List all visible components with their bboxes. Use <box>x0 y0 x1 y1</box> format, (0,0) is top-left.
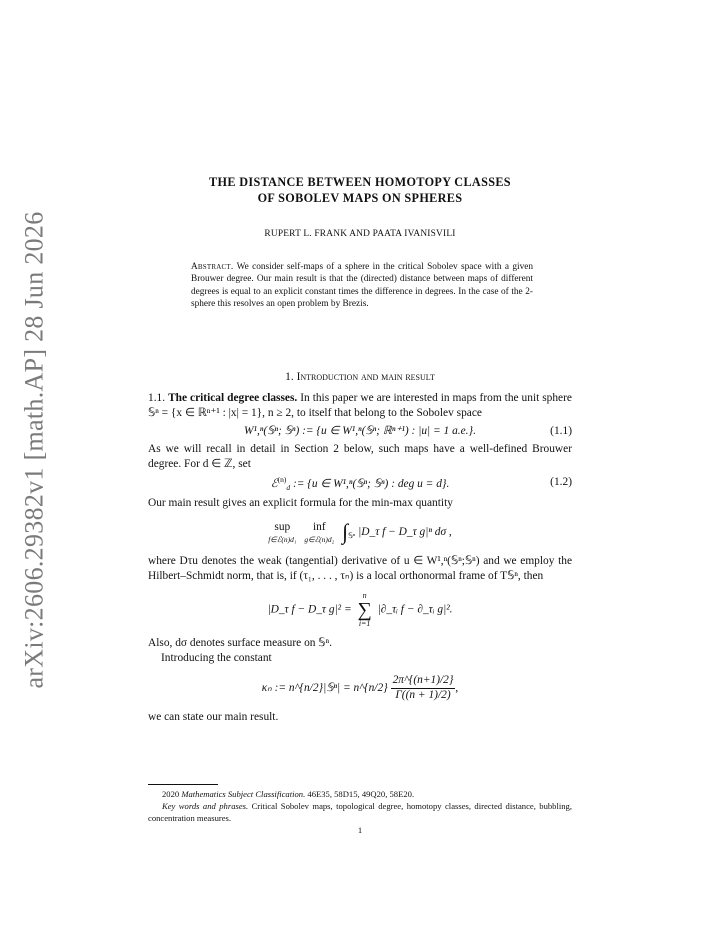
paragraph-1 <box>148 391 572 421</box>
equation-1-2-lhs: ℰ <box>270 478 278 491</box>
kappa-denominator: Γ((n + 1)/2) <box>395 688 451 701</box>
minmax-integrand: |D_τ f − D_τ g|ⁿ dσ , <box>358 526 452 539</box>
abstract-label: Abstract. <box>191 262 234 272</box>
sup-subscript: f∈ℰ(n)d₁ <box>268 534 297 544</box>
kappa-tail: , <box>455 681 459 694</box>
subsection-title: The critical degree classes. <box>168 392 298 404</box>
equation-1-2-body: := {u ∈ W¹,ⁿ(𝕊ⁿ; 𝕊ⁿ) : deg u = d}. <box>292 478 450 491</box>
hs-rhs: |∂_τᵢ f − ∂_τᵢ g|². <box>377 603 453 616</box>
paragraph-3: Our main result gives an explicit formula for the min-max quantity <box>148 497 453 510</box>
sum-lower: i=1 <box>358 618 371 628</box>
paragraph-2: As we will recall in detail in Section 2 below, such maps have a well-defined Brouwer degree. For d ∈ ℤ, set <box>148 443 572 471</box>
hs-lhs: |D_τ f − D_τ g|² = <box>267 603 352 616</box>
arxiv-stamp: arXiv:2606.29382v1 [math.AP] 28 Jun 2026 <box>20 211 49 689</box>
footnote-msc <box>148 789 572 801</box>
paper-title <box>148 174 572 207</box>
keywords-text: Critical Sobolev maps, topological degree, homotopy classes, directed distance, bubbling, concentration measures. <box>148 800 572 823</box>
page-number: 1 <box>357 825 363 835</box>
subsection-number: 1.1. <box>148 392 166 404</box>
msc-label: Mathematics Subject Classification. <box>181 789 306 799</box>
equation-1-2: ℰ$^{(n)}_d$ := {u ∈ W¹,ⁿ(𝕊ⁿ; 𝕊ⁿ) : deg u = d}. (1.2) <box>270 475 572 493</box>
abstract-text: We consider self-maps of a sphere in the critical Sobolev space with a given Brouwer degree. Our main result is that the (directed) distance between maps of different degrees is equal to an explicit constant times the difference in degrees. In the case of the 2-sphere this resolves an open problem by Brezis. <box>191 262 533 310</box>
msc-codes: 46E35, 58D15, 49Q20, 58E20. <box>307 789 415 799</box>
integral-domain: 𝕊ⁿ <box>348 531 356 541</box>
sum-sign: ∑ <box>357 598 372 621</box>
footnote-keywords <box>148 801 572 825</box>
footnote-rule <box>148 784 218 785</box>
section-number: 1. <box>285 371 294 383</box>
sum-upper: n <box>362 590 367 600</box>
arxiv-sidebar <box>10 211 60 689</box>
msc-year: 2020 <box>162 789 180 799</box>
body-text <box>148 391 572 725</box>
equation-hilbert-schmidt <box>148 592 572 628</box>
paragraph-5: Also, dσ denotes surface measure on 𝕊ⁿ. <box>148 636 332 649</box>
equation-1-2-number: (1.2) <box>550 476 572 489</box>
paragraph-6: Introducing the constant <box>161 651 272 664</box>
kappa-numerator: 2π^{(n+1)/2} <box>391 674 456 689</box>
paragraph-4: where Dτu denotes the weak (tangential) derivative of u ∈ W¹,ⁿ(𝕊ⁿ;𝕊ⁿ) and we employ the Hilbert–Schmidt norm, that is, if (τ₁, . . . , τₙ) is a local orthonormal frame of T𝕊ⁿ, then <box>148 554 572 582</box>
equation-1-1-body: W¹,ⁿ(𝕊ⁿ; 𝕊ⁿ) := {u ∈ W¹,ⁿ(𝕊ⁿ; ℝⁿ⁺¹) : |u| = 1 a.e.}. <box>244 425 476 438</box>
abstract <box>191 261 533 310</box>
integral-sign: ∫ <box>342 519 349 545</box>
inf-operator: inf <box>312 521 326 534</box>
equation-1-1-number: (1.1) <box>550 425 572 438</box>
paragraph-7: we can state our main result. <box>148 711 279 724</box>
equation-minmax <box>148 519 572 545</box>
paragraph-1-text: In this paper we are interested in maps from the unit sphere 𝕊ⁿ = {x ∈ ℝⁿ⁺¹ : |x| = 1}, n ≥ 2, to itself that belong to the Sobolev space <box>148 392 572 420</box>
sup-operator: sup <box>274 521 291 534</box>
equation-1-1 <box>148 424 572 439</box>
section-title: Introduction and main result <box>296 371 435 383</box>
title-line-2: OF SOBOLEV MAPS ON SPHERES <box>257 191 463 206</box>
keywords-label: Key words and phrases. <box>162 800 249 811</box>
section-heading <box>148 370 572 385</box>
footnotes <box>148 789 572 825</box>
inf-subscript: g∈ℰ(n)d₂ <box>304 534 335 544</box>
equation-kappa <box>148 674 572 702</box>
title-line-1: THE DISTANCE BETWEEN HOMOTOPY CLASSES <box>209 175 511 189</box>
kappa-lhs: κₙ := n^{n/2}|𝕊ⁿ| = n^{n/2} <box>261 681 388 694</box>
authors: RUPERT L. FRANK AND PAATA IVANISVILI <box>264 229 456 239</box>
